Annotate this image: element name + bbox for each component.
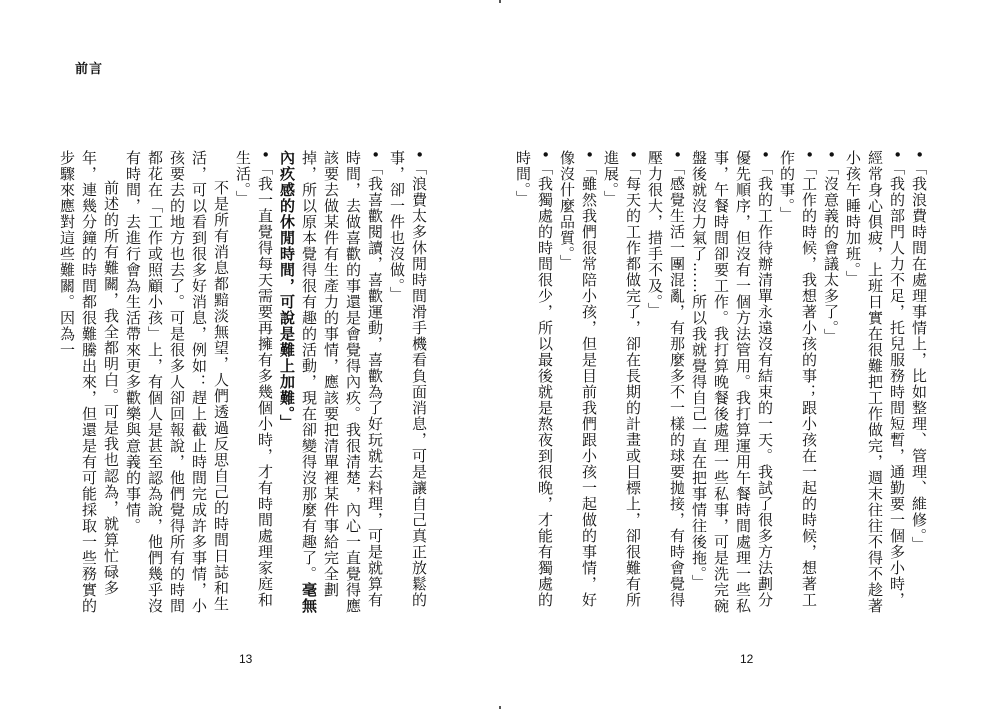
left-page-text xyxy=(58,150,430,620)
list-item: •「我一直覺得每天需要再擁有多幾個小時，才有時間處理家庭和生活。」 xyxy=(234,150,274,608)
list-item: •「沒意義的會議太多了。」 xyxy=(822,150,840,345)
bullet-icon: • xyxy=(580,150,598,160)
bullet-icon: • xyxy=(536,150,554,160)
bullet-icon: • xyxy=(888,150,906,160)
bullet-icon: • xyxy=(624,150,642,160)
bold-emphasis: 毫無內疚感的休閒時間，可說是難上加難。」 xyxy=(278,150,318,614)
gutter-mark-top xyxy=(499,0,501,3)
page-number-right: 12 xyxy=(740,652,754,666)
list-item: •「我的部門人力不足，托兒服務時間短暫，通勤要一個多小時，經常身心俱疲，上班日實在很難把工作做完，週末往往不得不趁著小孩午睡時加班。」 xyxy=(844,150,906,614)
list-item: •「我的工作待辦清單永遠沒有結束的一天。我試了很多方法劃分優先順序，但沒有一個方法管用。我打算運用午餐時間處理一些私事，午餐時間卻要工作。我打算晚餐後處理一些私事，可是洗完碗盤後就沒力氣了……所以我就覺得自己一直在把事情往後拖。」 xyxy=(690,150,774,614)
right-page-text xyxy=(514,150,930,620)
bullet-icon: • xyxy=(822,150,840,160)
bullet-icon: • xyxy=(366,150,384,160)
gutter-mark-bottom xyxy=(499,706,501,709)
list-item: •「我喜歡閱讀，喜歡運動，喜歡為了好玩就去料理，可是就算有時間，去做喜歡的事還是會覺得內疚。我很清楚，內心一直覺得應該要去做某件有生產力的事情，應該要把清單裡某件事給完全劃掉，所以原本覺得很有趣的活動，現在卻變得沒那麼有趣了。毫無內疚感的休閒時間，可說是難上加難。」 xyxy=(278,150,384,614)
bullet-icon: • xyxy=(256,150,274,160)
page-number-left: 13 xyxy=(239,652,253,666)
list-item: •「每天的工作都做完了，卻在長期的計畫或目標上，卻很難有所進展。」 xyxy=(602,150,642,608)
list-item: •「感覺生活一團混亂，有那麼多不一樣的球要拋接，有時會覺得壓力很大，措手不及。」 xyxy=(646,150,686,608)
body-paragraph: 不是所有消息都黯淡無望，人們透過反思自己的時間日誌和生活，可以看到很多好消息，例如：趕上截止時間完成許多事情，小孩要去的地方也去了。可是很多人卻回報說，他們覺得所有的時間都花在「工作或照顧小孩」上，有個人是甚至認為說，他們幾乎沒有時間，去進行會為生活帶來更多歡樂與意義的事情。 xyxy=(124,150,230,614)
list-item: •「我浪費時間在處理事情上，比如整理、管理、維修。」 xyxy=(910,150,928,553)
bullet-icon: • xyxy=(668,150,686,160)
bullet-icon: • xyxy=(410,150,428,160)
list-item: •「浪費太多休閒時間滑手機看負面消息，可是讓自己真正放鬆的事，卻一件也沒做。」 xyxy=(388,150,428,608)
body-paragraph: 前述的所有難關，我全都明白。可是我也認為，就算忙碌多年，連幾分鐘的時間都很難騰出來，但還是有可能採取一些務實的步驟來應對這些難關。因為一 xyxy=(58,150,120,614)
list-item: •「工作的時候，我想著小孩的事；跟小孩在一起的時候，想著工作的事。」 xyxy=(778,150,818,608)
running-header: 前言 xyxy=(75,62,104,77)
bullet-icon: • xyxy=(910,150,928,160)
bullet-icon: • xyxy=(756,150,774,160)
list-item: •「雖然我們很常陪小孩，但是目前我們跟小孩一起做的事情，好像沒什麼品質。」 xyxy=(558,150,598,608)
list-item: •「我獨處的時間很少，所以最後就是熬夜到很晚，才能有獨處的時間。」 xyxy=(514,150,554,608)
bullet-icon: • xyxy=(800,150,818,160)
